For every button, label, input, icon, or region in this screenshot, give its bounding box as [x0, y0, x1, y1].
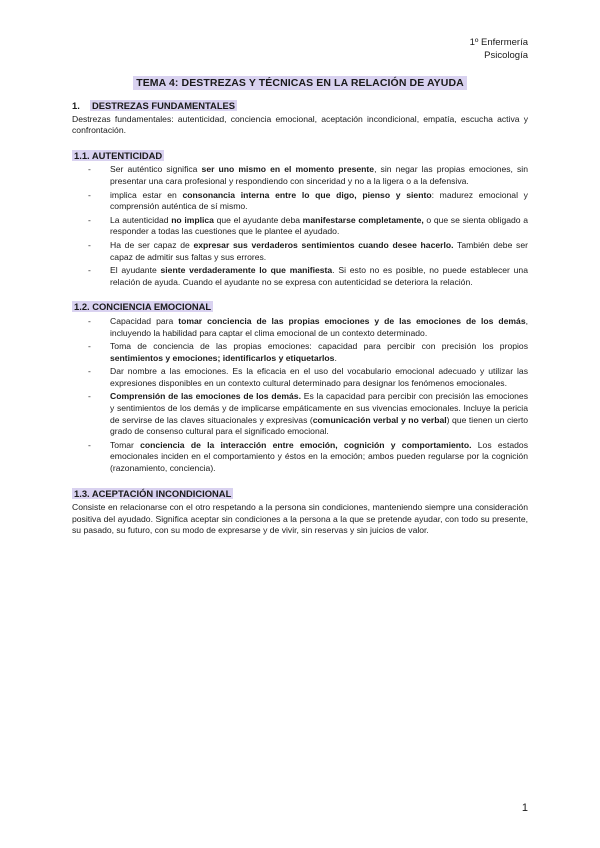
bold-text: no implica [171, 214, 214, 225]
bold-text: comunicación verbal y no verbal [312, 414, 447, 425]
section-1-3-heading [72, 488, 528, 501]
document-title: TEMA 4: DESTREZAS Y TÉCNICAS EN LA RELACIÓN DE AYUDA [133, 76, 467, 90]
text-run: , sin negar las propias emociones, sin presentar una cara profesional y respondiendo con sinceridad y no a la ligera o a la defensiva. [110, 164, 528, 186]
bold-text: ser uno mismo en el momento presente [201, 164, 375, 175]
section-1-1-heading [72, 150, 528, 163]
section-1-text: Destrezas fundamentales: autenticidad, conciencia emocional, aceptación incondicional, empatía, escucha activa y confrontación. [72, 113, 528, 136]
section-1-heading [72, 100, 528, 113]
header-course: 1º Enfermería [469, 37, 528, 48]
list-item [110, 265, 528, 288]
text-run: . [334, 352, 337, 363]
text-run: La autenticidad [110, 214, 172, 225]
list-item [110, 440, 528, 475]
list-item [110, 341, 528, 364]
list-item [110, 190, 528, 213]
section-1-2-heading [72, 301, 528, 314]
list-item [110, 391, 528, 437]
text-run: ) que tienen un cierto grado de consenso cultural para el significado emocional. [110, 414, 528, 437]
bold-text: siente verdaderamente lo que manifiesta [160, 265, 333, 276]
bold-text: manifestarse completamente, [302, 214, 424, 225]
text-run: Capacidad para [110, 315, 179, 326]
bold-text: sentimientos y emociones; identificarlos y etiquetarlos [110, 352, 335, 363]
list-item [110, 215, 528, 238]
text-run: Es la capacidad para percibir con precisión las emociones y sentimientos de los demás y de implicarse empáticamente en sus vivencias emocionales. Incluye la pericia de servirse de las claves situacionales y expresivas ( [110, 391, 528, 425]
list-item [110, 316, 528, 339]
section-1-number: 1. [72, 100, 80, 111]
page-number: 1 [521, 802, 528, 814]
text-run: : madurez emocional y comprensión auténtica de sí mismo. [110, 189, 528, 212]
text-run: Tomar [110, 439, 141, 450]
text-run: o que se sienta obligado a responder a todas las cuestiones que le plantee el ayudado. [110, 214, 529, 237]
document-content [72, 100, 528, 537]
bold-text: Comprensión de las emociones de los demás. [110, 391, 301, 402]
section-1-1-title: 1.1. AUTENTICIDAD [74, 149, 163, 161]
list-item [110, 366, 528, 389]
text-run: Toma de conciencia de las propias emociones: capacidad para percibir con precisión los propios [110, 341, 528, 352]
text-run: , incluyendo la habilidad para captar el clima emocional de un contexto determinado. [110, 315, 528, 338]
list-item [110, 240, 528, 263]
section-1-title: DESTREZAS FUNDAMENTALES [92, 100, 236, 111]
text-run: Dar nombre a las emociones. Es la eficacia en el uso del vocabulario emocional adecuado y utilizar las expresiones disponibles en un contexto cultural determinado para designar los fenómenos emocionales. [110, 366, 528, 388]
text-run: Ser auténtico significa [110, 164, 202, 175]
section-1-3-text: Consiste en relacionarse con el otro respetando a la persona sin condiciones, manteniendo siempre una consideración positiva del ayudado. Significa aceptar sin condiciones a la persona a la que se pretende ayudar, con todo su presente, su pasado, su futuro, con su modo de expresarse y de vivir, sin reservas y sin juicios de valor. [72, 502, 528, 536]
bold-text: consonancia interna entre lo que digo, pienso y siento [182, 189, 432, 200]
page-header [470, 36, 528, 62]
bold-text: tomar conciencia de las propias emociones y de las emociones de los demás [178, 315, 526, 326]
title-wrap [0, 73, 600, 91]
section-1-2-title: 1.2. CONCIENCIA EMOCIONAL [74, 301, 212, 313]
section-1-1-list [72, 164, 528, 288]
section-1-3-title: 1.3. ACEPTACIÓN INCONDICIONAL [74, 487, 232, 499]
text-run: También debe ser capaz de admitir sus faltas y sus errores. [110, 239, 528, 262]
text-run: Ha de ser capaz de [110, 239, 194, 250]
list-item [110, 164, 528, 187]
text-run: Los estados emocionales inciden en el comportamiento y éstos en la emoción; ambos pueden regularse por la cognición (razonamiento, conciencia). [110, 439, 528, 474]
bold-text: expresar sus verdaderos sentimientos cuando desee hacerlo. [193, 239, 454, 250]
header-subject: Psicología [484, 50, 528, 61]
text-run: . Si esto no es posible, no puede establecer una relación de ayuda. Cuando el ayudante no se expresa con autenticidad se deteriora la relación. [110, 265, 528, 287]
text-run: implica estar en [110, 189, 183, 200]
text-run: El ayudante [110, 265, 161, 276]
section-1-2-list [72, 316, 528, 475]
bold-text: conciencia de la interacción entre emoción, cognición y comportamiento. [140, 439, 472, 450]
text-run: que el ayudante deba [213, 214, 303, 225]
